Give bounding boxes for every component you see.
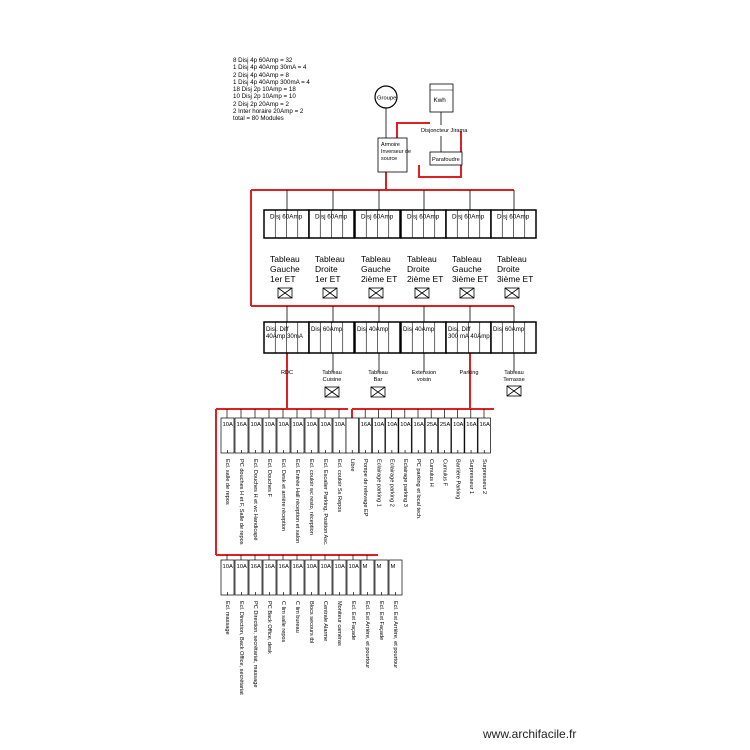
distribution-row-1: [264, 210, 536, 298]
circuit-group-2: [346, 409, 491, 520]
breaker-60a-label: Disj 60Amp: [270, 213, 303, 221]
power-sources: [375, 84, 468, 172]
group-breaker-label: 300 mA 40Amp: [448, 333, 490, 340]
lamp-symbol-icon: [415, 288, 429, 298]
circuit-breaker-module: [263, 560, 276, 595]
summary-line: 8 Disj 4p 60Amp = 32: [233, 57, 293, 64]
group-label: Cuisine: [322, 377, 342, 383]
group-label: Bar: [373, 377, 383, 383]
floor-board-label: Tableau: [452, 254, 482, 264]
group-label: Tableau: [322, 370, 342, 376]
circuit-label: Ecl. Ext Arrière, et pourtour: [364, 601, 370, 669]
circuit-breaker-module: [333, 418, 346, 453]
circuit-breaker-module: [305, 560, 318, 595]
circuit-group-3: [221, 555, 402, 695]
circuit-breaker-module: [291, 418, 304, 453]
circuit-breaker-module: [347, 560, 360, 595]
group-label: RDC: [280, 370, 294, 376]
module-summary: [233, 57, 310, 123]
circuit-label: Ecl. massage: [224, 601, 230, 635]
breaker-60a-label: Disj 60Amp: [361, 213, 394, 221]
breaker-rating: 16A: [413, 422, 424, 428]
group-breaker-label: Disj 60Amp: [493, 326, 525, 333]
circuit-breaker-module: [235, 418, 248, 453]
generator-label: Groupe: [377, 95, 397, 102]
circuit-label: Blocs secours tbl: [308, 601, 314, 644]
floor-board-label: Gauche: [361, 264, 391, 274]
circuit-breaker-module: [277, 418, 290, 453]
breaker-rating: 10A: [320, 422, 331, 428]
breaker-rating: M: [390, 564, 396, 570]
circuit-label: Ecl. couloir wc resto, réception: [308, 459, 314, 535]
floor-board-label: Droite: [497, 264, 520, 274]
lamp-symbol-icon: [460, 288, 474, 298]
breaker-60a-label: Disj 60Amp: [452, 213, 485, 221]
circuit-label: Ecl. Ext Arrière, et pourtour: [392, 601, 398, 669]
watermark: www.archifacile.fr: [483, 727, 577, 741]
group-label: Terrasse: [503, 377, 525, 383]
breaker-rating: 16A: [479, 422, 490, 428]
breaker-rating: 16A: [360, 422, 372, 428]
summary-line: 1 Disj 4p 40Amp 300mA = 4: [233, 78, 310, 86]
group-label: Tableau: [504, 370, 524, 376]
floor-board-label: 3ième ET: [452, 274, 489, 284]
breaker-rating: 16A: [250, 564, 261, 570]
circuit-label: Eclairage parking 3: [401, 459, 408, 507]
group-breaker: [355, 322, 400, 397]
floor-board-label: Tableau: [407, 254, 437, 264]
group-breaker-label: Disj 40Amp: [403, 326, 435, 333]
breaker-rating: 10A: [250, 422, 261, 428]
lamp-symbol-icon: [278, 288, 292, 298]
surge-protector-label: Parafoudre: [432, 157, 460, 163]
circuit-label: Ecl. salle de repos: [224, 459, 230, 505]
circuit-breaker-module: [319, 418, 332, 453]
group-label: Parking: [459, 370, 479, 376]
lamp-symbol-icon: [323, 288, 337, 298]
circuit-breaker-module: [291, 560, 304, 595]
floor-board-label: 1er ET: [270, 274, 296, 284]
group-label: Tableau: [368, 370, 388, 376]
breaker-rating: 10A: [264, 422, 275, 428]
circuit-breaker-module: [438, 418, 451, 453]
summary-line: 2 Inter horaire 20Amp = 2: [233, 108, 304, 116]
summary-line: 10 Disj 2p 10Amp = 10: [233, 93, 296, 101]
breaker-rating: 10A: [306, 422, 317, 428]
breaker-rating: M: [362, 564, 368, 570]
group-breaker-label: Disj 60Amp: [311, 326, 343, 333]
breaker-rating: 16A: [278, 564, 289, 570]
circuit-breaker-module: [465, 418, 478, 453]
breaker-rating: 10A: [320, 564, 331, 570]
floor-board-label: Droite: [315, 264, 338, 274]
breaker-60a-label: Disj 60Amp: [407, 213, 440, 221]
breaker-rating: 10A: [334, 422, 345, 428]
breaker-rating: 10A: [348, 564, 359, 570]
circuit-label: Ecl. Desk et arrière réception: [280, 459, 286, 532]
circuit-breaker-module: [263, 418, 276, 453]
floor-board-label: Gauche: [270, 264, 300, 274]
breaker-body: [346, 418, 359, 453]
breaker-rating: 10A: [278, 422, 289, 428]
circuit-label: Ecl. couloir Ss Repos: [336, 459, 342, 513]
floor-board-label: Gauche: [452, 264, 482, 274]
floor-board-label: 2ième ET: [407, 274, 444, 284]
circuit-breaker-module: [333, 560, 346, 595]
circuit-breaker-module: [249, 560, 262, 595]
circuit-breaker-module: [361, 560, 374, 595]
circuit-breaker-module: [372, 418, 385, 453]
group-breaker: [446, 322, 491, 376]
breaker-rating: 10A: [306, 564, 317, 570]
circuit-breaker-module: [221, 560, 234, 595]
summary-line: 18 Disj 2p 10Amp = 18: [233, 86, 296, 94]
circuit-label: Barrière Parking: [454, 459, 461, 500]
floor-board-label: Tableau: [315, 254, 345, 264]
breaker-rating: 10A: [292, 422, 303, 428]
breaker-rating: 16A: [466, 422, 477, 428]
circuit-breaker-module: [235, 560, 248, 595]
summary-line: 1 Disj 4p 40Amp 30mA = 4: [233, 64, 307, 72]
circuit-breaker-module: [425, 418, 438, 453]
circuit-label: Cumulus F: [441, 459, 448, 487]
circuit-group-1: [221, 409, 346, 546]
breaker-rating: 10A: [453, 422, 464, 428]
floor-breaker: [401, 210, 446, 298]
lamp-symbol-icon: [371, 387, 385, 397]
group-breaker: [401, 322, 446, 383]
group-breaker-label: 40Amp 30mA: [266, 333, 303, 340]
group-breaker: [491, 322, 536, 396]
circuit-breaker-module: [277, 560, 290, 595]
breaker-rating: 10A: [387, 422, 398, 428]
inverter-label: Armoire: [381, 142, 400, 148]
circuit-label: Centrale Alarme: [322, 601, 328, 642]
floor-breaker: [446, 210, 491, 298]
circuit-label: PC Direction, secrétariat, massage: [252, 601, 258, 688]
breaker-rating: 10A: [373, 422, 385, 428]
circuit-breaker-module: [375, 560, 388, 595]
lamp-symbol-icon: [325, 387, 339, 397]
circuit-breaker-module: [386, 418, 399, 453]
circuit-label: Surpresseur 1: [467, 459, 474, 495]
circuit-label: Cumulus H: [428, 459, 435, 487]
group-breaker-label: Disj. Diff: [448, 326, 471, 333]
circuit-breaker-module: [346, 418, 359, 453]
floor-breaker: [309, 210, 354, 298]
circuit-label: Ecl. Direction, Back Office, secrétariat: [238, 601, 244, 695]
lamp-symbol-icon: [369, 288, 383, 298]
floor-board-label: 2ième ET: [361, 274, 398, 284]
circuit-label: Eclairage parking 2: [388, 459, 395, 507]
breaker-rating: 10A: [334, 564, 345, 570]
circuit-breaker-module: [319, 560, 332, 595]
circuit-label: Surpresseur 2: [481, 459, 487, 495]
breaker-rating: 25A: [426, 422, 438, 428]
floor-breaker: [355, 210, 400, 298]
breaker-rating: 16A: [292, 564, 303, 570]
circuit-label: Ecl. Entrée Hall réception et salon: [294, 459, 300, 544]
main-breaker-label: Disjoncteur Jirama: [421, 128, 468, 134]
floor-breaker: [264, 210, 309, 298]
inverter-label: Inverseur de: [381, 149, 411, 155]
circuit-label: Ecl. Douches H et wc Handicapé: [252, 459, 258, 541]
group-breaker: [309, 322, 354, 397]
floor-board-label: Droite: [407, 264, 430, 274]
breaker-rating: 16A: [264, 564, 275, 570]
circuit-label: PC douches H et F, Salle de repos: [238, 459, 244, 545]
circuit-label: Moniteur caméras: [336, 601, 342, 646]
meter-label: Kwh: [433, 97, 446, 104]
floor-board-label: 3ième ET: [497, 274, 534, 284]
breaker-60a-label: Disj 60Amp: [497, 213, 530, 221]
circuit-breaker-module: [452, 418, 465, 453]
circuit-label: C lim salle repos: [280, 601, 286, 643]
circuit-label: PC Back Office, desk: [266, 601, 272, 654]
floor-breaker: [491, 210, 536, 298]
circuit-breaker-module: [305, 418, 318, 453]
floor-board-label: 1er ET: [315, 274, 341, 284]
breaker-rating: 16A: [236, 422, 247, 428]
breaker-rating: 10A: [236, 564, 247, 570]
circuit-label: Ecl. Douches F: [266, 459, 272, 497]
breaker-rating: 10A: [222, 422, 233, 428]
circuit-breaker-module: [399, 418, 412, 453]
breaker-rating: 25A: [439, 422, 451, 428]
circuit-label: Libre: [349, 459, 355, 472]
circuit-label: Eclairage parking 1: [375, 459, 382, 507]
inverter-label: source: [381, 156, 398, 162]
breaker-rating: 10A: [222, 564, 233, 570]
circuit-label: Ecl. Ext Façade: [350, 601, 356, 641]
group-label: Extension: [411, 370, 437, 376]
summary-line: total = 80 Modules: [233, 115, 284, 123]
group-breaker-label: Disj 40Amp: [357, 326, 389, 333]
distribution-row-2: [264, 322, 536, 397]
circuit-breaker-module: [359, 418, 372, 453]
circuit-label: C lim bureau: [294, 601, 300, 633]
floor-board-label: Tableau: [497, 254, 527, 264]
circuit-breaker-module: [478, 418, 491, 453]
lamp-symbol-icon: [505, 288, 519, 298]
circuit-label: Ecl. Escalier Parking, Position Asc.: [322, 459, 328, 546]
breaker-60a-label: Disj 60Amp: [315, 213, 348, 221]
circuit-label: PC parking et local tech.: [415, 459, 421, 520]
floor-board-label: Tableau: [361, 254, 391, 264]
circuit-breaker-module: [249, 418, 262, 453]
floor-board-label: Tableau: [270, 254, 300, 264]
circuit-label: Pompe de relevage EP: [362, 459, 369, 517]
breaker-rating: 10A: [400, 422, 411, 428]
summary-line: 2 Disj 4p 40Amp = 8: [233, 71, 289, 79]
group-breaker-label: Disj. Diff: [266, 326, 289, 333]
lamp-symbol-icon: [507, 386, 521, 396]
circuit-breaker-module: [221, 418, 234, 453]
circuit-breaker-module: [412, 418, 425, 453]
summary-line: 2 Disj 2p 20Amp = 2: [233, 100, 289, 108]
breaker-rating: M: [376, 564, 382, 570]
circuit-label: Ecl. Ext Façade: [378, 601, 384, 641]
group-label: voisin: [416, 377, 432, 383]
circuit-breaker-module: [389, 560, 402, 595]
